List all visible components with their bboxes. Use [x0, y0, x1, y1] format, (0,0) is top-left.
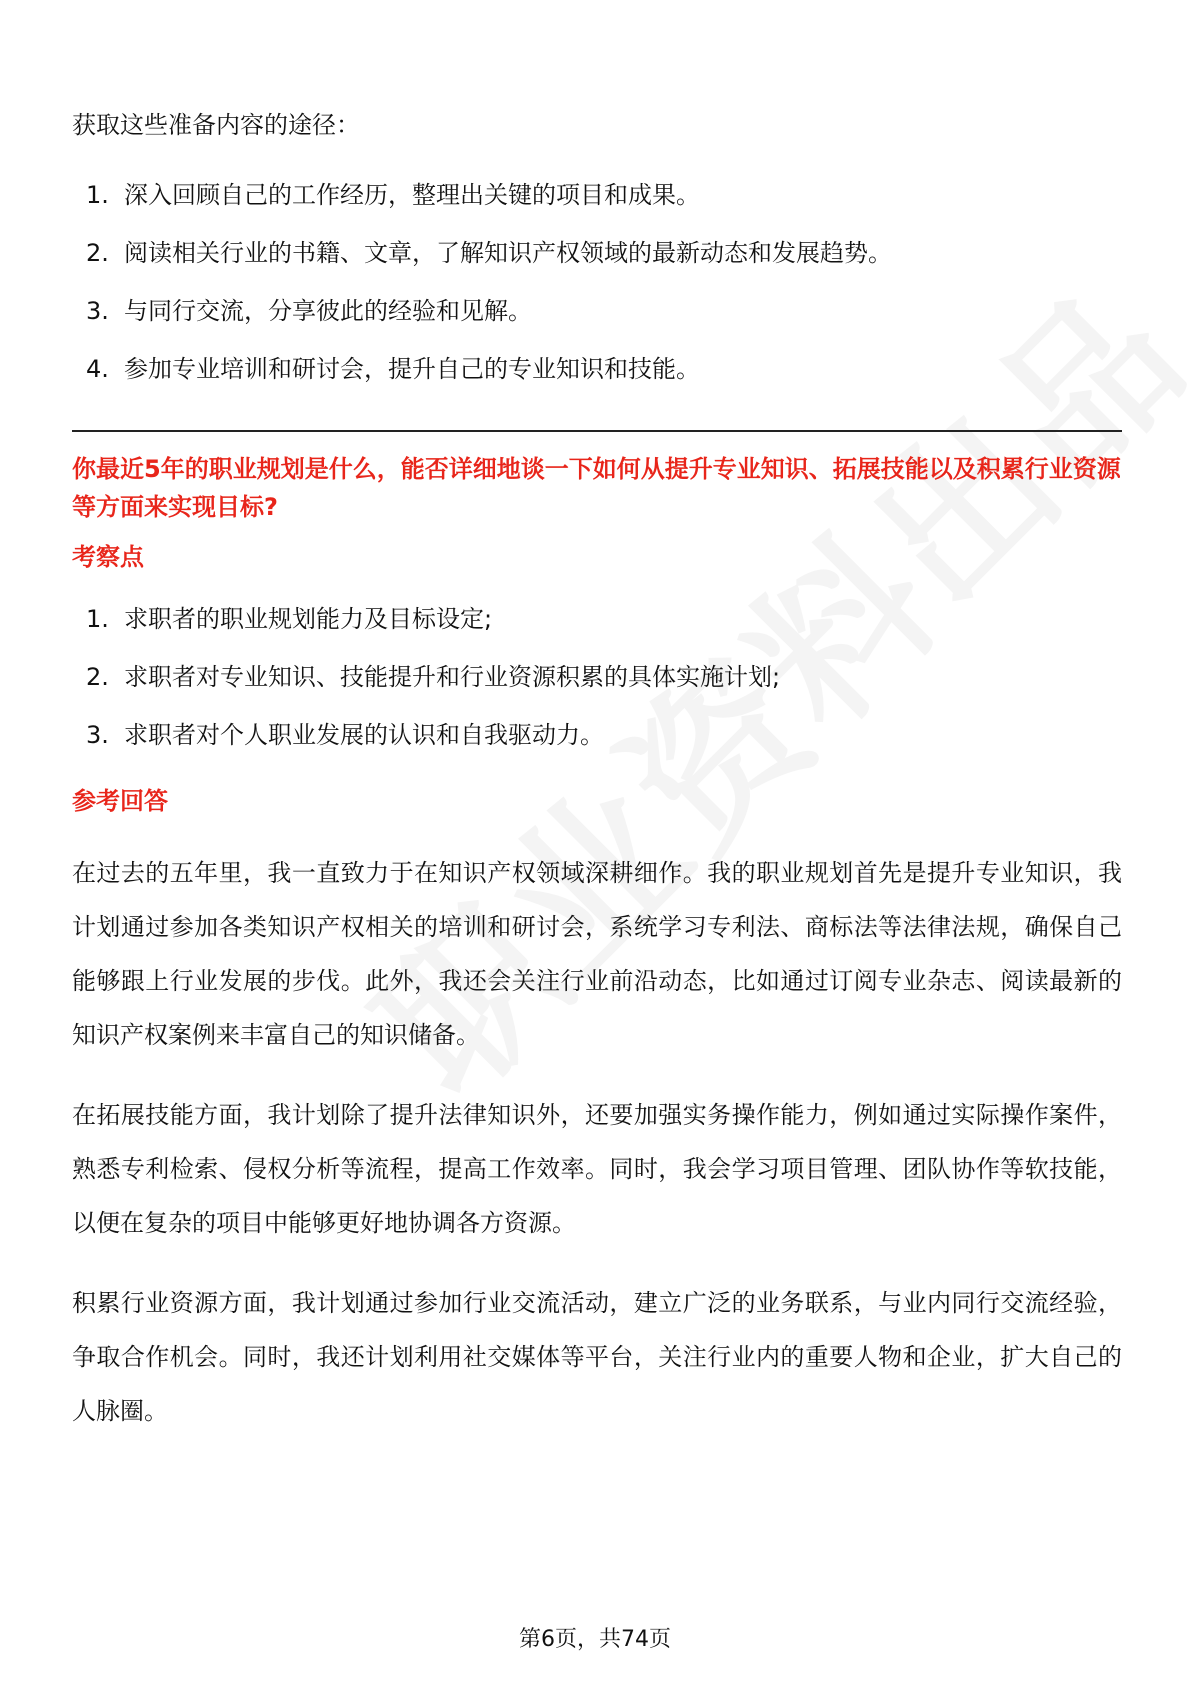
list-item — [72, 714, 1122, 756]
page-footer: 第6页，共74页 — [519, 1627, 671, 1652]
answer-paragraph: 在过去的五年里，我一直致力于在知识产权领域深耕细作。我的职业规划首先是提升专业知识，我计划通过参加各类知识产权相关的培训和研讨会，系统学习专利法、商标法等法律法规，确保自己能够跟上行业发展的步伐。此外，我还会关注行业前沿动态，比如通过订阅专业杂志、阅读最新的知识产权案例来丰富自己的知识储备。 — [72, 859, 1122, 1049]
list-text: 深入回顾自己的工作经历，整理出关键的项目和成果。 — [124, 181, 700, 209]
answer-paragraph: 积累行业资源方面，我计划通过参加行业交流活动，建立广泛的业务联系，与业内同行交流经验，争取合作机会。同时，我还计划利用社交媒体等平台，关注行业内的重要人物和企业，扩大自己的人脉圈。 — [72, 1289, 1122, 1425]
list-item — [72, 174, 1122, 216]
assessment-list — [72, 598, 1122, 756]
list-item — [72, 656, 1122, 698]
list-item — [72, 232, 1122, 274]
list-number: 2. — [86, 239, 109, 267]
list-item — [72, 290, 1122, 332]
list-number: 3. — [86, 721, 109, 749]
answer-paragraph: 在拓展技能方面，我计划除了提升法律知识外，还要加强实务操作能力，例如通过实际操作案件，熟悉专利检索、侵权分析等流程，提高工作效率。同时，我会学习项目管理、团队协作等软技能，以便在复杂的项目中能够更好地协调各方资源。 — [72, 1101, 1122, 1237]
list-text: 求职者的职业规划能力及目标设定; — [124, 605, 493, 633]
assessment-label: 考察点 — [72, 543, 144, 571]
list-text: 求职者对专业知识、技能提升和行业资源积累的具体实施计划; — [124, 663, 781, 691]
list-text: 求职者对个人职业发展的认识和自我驱动力。 — [124, 721, 604, 749]
answer-label: 参考回答 — [72, 787, 168, 815]
list-number: 4. — [86, 355, 109, 383]
list-number: 1. — [86, 605, 109, 633]
list-number: 2. — [86, 663, 109, 691]
list-number: 1. — [86, 181, 109, 209]
question-heading: 你最近5年的职业规划是什么，能否详细地谈一下如何从提升专业知识、拓展技能以及积累行业资源等方面来实现目标? — [72, 455, 1121, 521]
page-content — [72, 104, 1122, 1464]
list-text: 与同行交流，分享彼此的经验和见解。 — [124, 297, 532, 325]
section-divider — [72, 430, 1122, 432]
intro-heading: 获取这些准备内容的途径： — [72, 111, 360, 139]
prep-list — [72, 174, 1122, 390]
list-text: 参加专业培训和研讨会，提升自己的专业知识和技能。 — [124, 355, 700, 383]
list-item — [72, 598, 1122, 640]
list-number: 3. — [86, 297, 109, 325]
list-item — [72, 348, 1122, 390]
list-text: 阅读相关行业的书籍、文章，了解知识产权领域的最新动态和发展趋势。 — [124, 239, 892, 267]
